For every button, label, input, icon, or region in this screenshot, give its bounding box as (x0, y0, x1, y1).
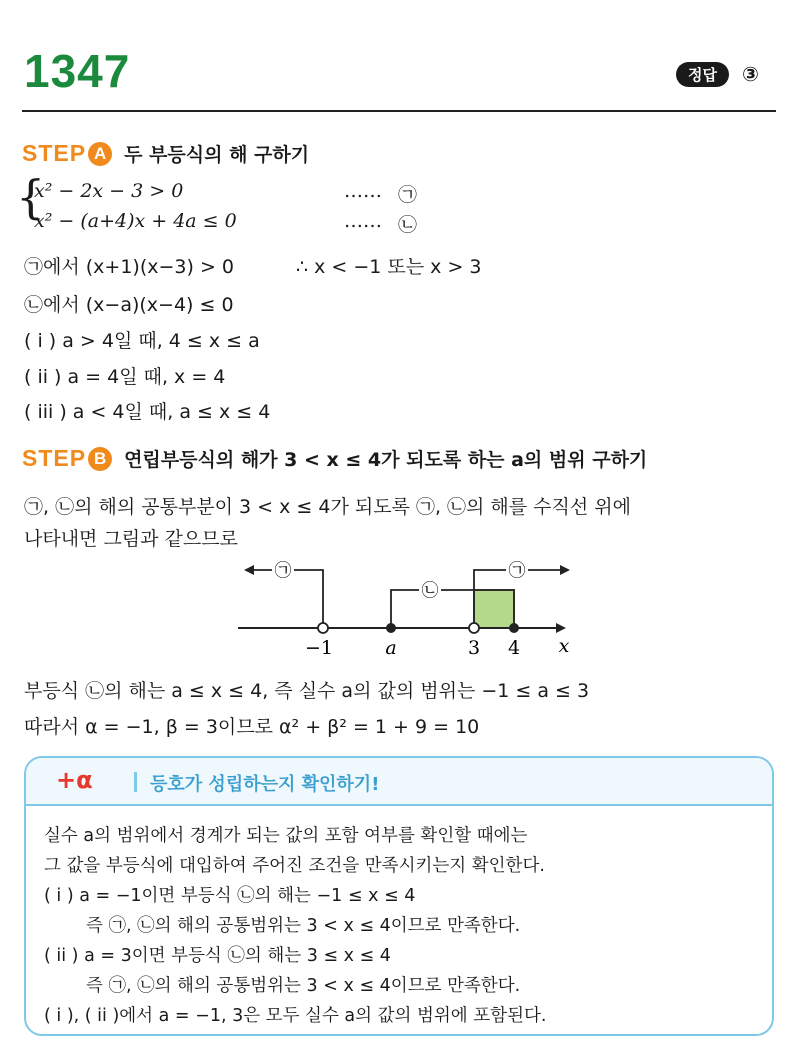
mark-left: ㉠ (274, 561, 292, 581)
box-line-7: ( i ), ( ii )에서 a = −1, 3은 모두 실수 a의 값의 범위에 포함된다. (44, 1006, 547, 1026)
system-ineq-2: x² − (a+4)x + 4a ≤ 0 (34, 210, 237, 232)
plus-alpha-icon: +α (56, 766, 93, 794)
step-b-title: 연립부등식의 해가 3 < x ≤ 4가 되도록 하는 a의 범위 구하기 (124, 449, 648, 471)
result-line-2: 따라서 α = −1, β = 3이므로 α² + β² = 1 + 9 = 10 (24, 716, 480, 738)
box-line-2: 그 값을 부등식에 대입하여 주어진 조건을 만족시키는지 확인한다. (44, 856, 545, 876)
header-separator (134, 772, 137, 792)
step-a-title: 두 부등식의 해 구하기 (124, 144, 310, 166)
system-brace: { (16, 170, 46, 224)
system-mark-2: ㉡ (398, 214, 418, 236)
plus-alpha-box (24, 756, 774, 1036)
case-1: ( i ) a > 4일 때, 4 ≤ x ≤ a (24, 330, 260, 352)
plus-alpha-header (26, 758, 772, 806)
answer-value: ③ (742, 62, 759, 86)
result-line-1: 부등식 ㉡의 해는 a ≤ x ≤ 4, 즉 실수 a의 값의 범위는 −1 ≤ a ≤ 3 (24, 680, 590, 702)
step-b-paragraph-1: ㉠, ㉡의 해의 공통부분이 3 < x ≤ 4가 되도록 ㉠, ㉡의 해를 수직선 위에 (24, 496, 631, 518)
box-line-5: ( ii ) a = 3이면 부등식 ㉡의 해는 3 ≤ x ≤ 4 (44, 946, 391, 966)
box-line-6: 즉 ㉠, ㉡의 해의 공통범위는 3 < x ≤ 4이므로 만족한다. (86, 976, 521, 996)
step-a-letter: A (88, 142, 112, 166)
overlap-region (474, 590, 514, 628)
case-3: ( iii ) a < 4일 때, a ≤ x ≤ 4 (24, 401, 271, 423)
step-b-heading (22, 445, 647, 472)
system-dots-1: …… (344, 180, 382, 202)
tick-label-minus1: −1 (304, 637, 334, 659)
number-line-diagram (228, 554, 588, 666)
mark-mid: ㉡ (421, 581, 439, 601)
answer-badge: 정답 (676, 62, 729, 87)
solve-line-1: ㉠에서 (x+1)(x−3) > 0 (24, 256, 234, 278)
axis-label-x: x (558, 635, 570, 657)
step-b-word: STEP (22, 445, 87, 471)
system-dots-2: …… (344, 210, 382, 232)
open-point-minus1 (318, 623, 328, 633)
open-point-3 (469, 623, 479, 633)
system-ineq-1: x² − 2x − 3 > 0 (34, 180, 184, 202)
step-a-word: STEP (22, 140, 87, 166)
solve-line-1-conclusion: ∴ x < −1 또는 x > 3 (296, 256, 482, 278)
plus-alpha-title: 등호가 성립하는지 확인하기! (150, 774, 380, 795)
box-line-3: ( i ) a = −1이면 부등식 ㉡의 해는 −1 ≤ x ≤ 4 (44, 886, 416, 906)
closed-point-4 (509, 623, 519, 633)
tick-label-4: 4 (507, 637, 521, 659)
step-a-heading (22, 140, 309, 167)
closed-point-a (386, 623, 396, 633)
tick-label-3: 3 (467, 637, 481, 659)
mark-right: ㉠ (508, 561, 526, 581)
step-b-paragraph-2: 나타내면 그림과 같으므로 (24, 528, 238, 550)
header-divider (22, 110, 776, 112)
box-line-4: 즉 ㉠, ㉡의 해의 공통범위는 3 < x ≤ 4이므로 만족한다. (86, 916, 521, 936)
system-mark-1: ㉠ (398, 184, 418, 206)
solve-line-2: ㉡에서 (x−a)(x−4) ≤ 0 (24, 294, 234, 316)
case-2: ( ii ) a = 4일 때, x = 4 (24, 366, 226, 388)
box-line-1: 실수 a의 범위에서 경계가 되는 값의 포함 여부를 확인할 때에는 (44, 826, 528, 846)
tick-label-a: a (385, 637, 397, 659)
step-b-letter: B (88, 447, 112, 471)
problem-number: 1347 (24, 45, 131, 97)
